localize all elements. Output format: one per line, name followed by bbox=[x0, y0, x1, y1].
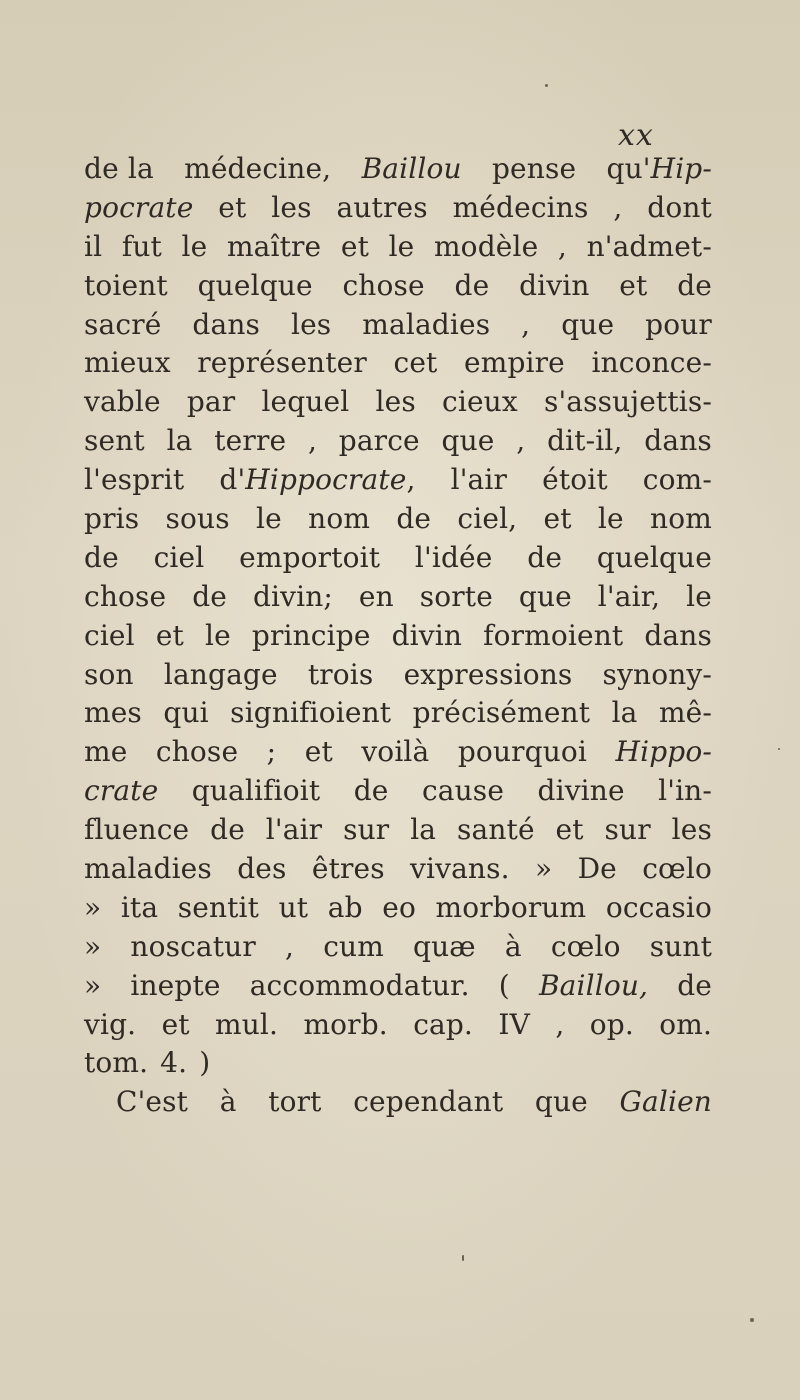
word: de bbox=[396, 502, 432, 536]
text-line bbox=[84, 500, 712, 539]
text-line bbox=[84, 656, 712, 695]
word: pense bbox=[491, 152, 577, 185]
word: emportoit bbox=[239, 540, 381, 574]
word: formoient bbox=[483, 618, 624, 652]
word: ciel bbox=[84, 618, 135, 652]
word: morborum bbox=[435, 890, 587, 924]
word: divin bbox=[519, 268, 590, 302]
word: êtres bbox=[311, 852, 385, 886]
word: l'in- bbox=[658, 774, 712, 808]
word: dans bbox=[644, 424, 712, 458]
text-line bbox=[84, 617, 712, 656]
word: et bbox=[543, 502, 572, 536]
text-line bbox=[84, 1044, 712, 1083]
word: divine bbox=[537, 774, 625, 808]
word: et bbox=[304, 735, 333, 769]
word: autres bbox=[336, 190, 428, 224]
word: santé bbox=[457, 813, 535, 847]
word: le bbox=[256, 502, 282, 536]
word: qualifioit bbox=[191, 774, 321, 808]
word: , bbox=[555, 1007, 565, 1041]
word: ab bbox=[327, 890, 363, 924]
word: terre bbox=[214, 424, 287, 458]
word: et bbox=[155, 618, 184, 652]
word: ut bbox=[278, 890, 309, 924]
paper-speck bbox=[750, 1318, 754, 1322]
text-line bbox=[84, 461, 712, 500]
word: dit-il, bbox=[547, 424, 623, 458]
word: inconce- bbox=[591, 346, 712, 380]
word: ) bbox=[199, 1046, 211, 1080]
word: morb. bbox=[303, 1007, 388, 1041]
word: et bbox=[218, 190, 247, 224]
word: son bbox=[84, 657, 134, 691]
word: l'air, bbox=[597, 579, 661, 613]
word: sentit bbox=[177, 890, 260, 924]
text-line bbox=[84, 150, 712, 189]
word: de bbox=[84, 540, 119, 574]
word: le bbox=[597, 502, 624, 536]
word: divin bbox=[391, 618, 463, 652]
word: , bbox=[613, 190, 623, 224]
word: de bbox=[353, 774, 389, 808]
word: mê- bbox=[658, 696, 712, 730]
word: les bbox=[671, 813, 712, 847]
word: langage bbox=[163, 657, 278, 691]
paper-speck bbox=[462, 1255, 464, 1261]
word: trois bbox=[307, 657, 374, 691]
word: nom bbox=[650, 502, 712, 536]
word: de bbox=[527, 540, 563, 574]
word: l'air bbox=[450, 463, 508, 497]
word: maladies bbox=[362, 307, 491, 341]
text-line bbox=[84, 694, 712, 733]
word: cause bbox=[421, 774, 505, 808]
paper-speck bbox=[545, 84, 548, 87]
text-line bbox=[84, 344, 712, 383]
word: sous bbox=[165, 502, 230, 536]
word: à bbox=[504, 929, 522, 963]
word: la bbox=[166, 424, 193, 458]
word: » bbox=[84, 968, 102, 1002]
word: Baillou, bbox=[538, 968, 649, 1002]
word: mes bbox=[84, 696, 142, 730]
word: divin; bbox=[252, 579, 333, 613]
word: à bbox=[219, 1085, 237, 1119]
word: sorte bbox=[419, 579, 493, 613]
word: mieux bbox=[84, 346, 171, 380]
word: , bbox=[521, 307, 531, 341]
word: pris bbox=[84, 502, 140, 536]
text-line bbox=[84, 383, 712, 422]
word: n'admet- bbox=[586, 229, 712, 263]
word: accommodatur. bbox=[249, 968, 470, 1002]
text-line bbox=[84, 928, 712, 967]
word: ciel, bbox=[457, 502, 518, 536]
text-line bbox=[84, 189, 712, 228]
word: quelque bbox=[197, 268, 313, 302]
word: principe bbox=[251, 618, 371, 652]
word: , bbox=[557, 229, 567, 263]
word: , bbox=[285, 929, 295, 963]
text-line bbox=[84, 306, 712, 345]
word: de bbox=[210, 813, 245, 847]
word: tom. bbox=[84, 1046, 149, 1080]
word: empire bbox=[464, 346, 565, 380]
word: vable bbox=[84, 385, 161, 419]
word: me bbox=[84, 735, 128, 769]
word: et bbox=[161, 1007, 190, 1041]
word: mul. bbox=[215, 1007, 279, 1041]
word: lequel bbox=[261, 385, 350, 419]
word: eo bbox=[382, 890, 416, 924]
word: inepte bbox=[130, 968, 221, 1002]
text-line bbox=[84, 850, 712, 889]
text-line bbox=[84, 1083, 712, 1122]
word: dans bbox=[192, 307, 261, 341]
word: médecine, bbox=[184, 152, 332, 185]
word: les bbox=[271, 190, 312, 224]
word: modèle bbox=[433, 229, 539, 263]
text-line bbox=[84, 578, 712, 617]
word: le bbox=[181, 229, 208, 263]
word: signifioient bbox=[230, 696, 392, 730]
word: dans bbox=[644, 618, 712, 652]
word: pourquoi bbox=[457, 735, 588, 769]
word: cap. bbox=[413, 1007, 473, 1041]
text-line bbox=[84, 267, 712, 306]
word: IV bbox=[498, 1007, 530, 1041]
word: maladies bbox=[84, 852, 212, 886]
word: » bbox=[534, 852, 553, 886]
word: vig. bbox=[84, 1007, 137, 1041]
word: la bbox=[410, 813, 437, 847]
word: de bbox=[677, 968, 712, 1002]
word: l'idée bbox=[414, 540, 493, 574]
word: crate bbox=[84, 774, 159, 808]
word: fut bbox=[121, 229, 162, 263]
word: sunt bbox=[649, 929, 712, 963]
word: , bbox=[516, 424, 526, 458]
word: 4. bbox=[160, 1046, 188, 1080]
word: toient bbox=[84, 268, 168, 302]
word: sur bbox=[343, 813, 390, 847]
word: op. bbox=[589, 1007, 634, 1041]
word: de bbox=[677, 268, 712, 302]
word: le bbox=[205, 618, 231, 652]
word: que bbox=[441, 424, 495, 458]
word: précisément bbox=[412, 696, 591, 730]
word: occasio bbox=[605, 890, 712, 924]
word: nom bbox=[308, 502, 371, 536]
word: et bbox=[555, 813, 584, 847]
word: médecins bbox=[452, 190, 589, 224]
page-number: xx bbox=[618, 118, 654, 153]
word: et bbox=[340, 229, 369, 263]
text-line bbox=[84, 733, 712, 772]
word: Hippo- bbox=[615, 735, 712, 769]
word: pocrate bbox=[84, 190, 194, 224]
word: dont bbox=[647, 190, 712, 224]
word: cet bbox=[393, 346, 438, 380]
word: om. bbox=[659, 1007, 712, 1041]
word: par bbox=[186, 385, 236, 419]
word: sur bbox=[604, 813, 651, 847]
word: de la bbox=[84, 152, 154, 185]
word: d'Hippocrate, bbox=[219, 463, 416, 497]
word: qu'Hip- bbox=[606, 152, 712, 185]
word: les bbox=[290, 307, 332, 341]
word: noscatur bbox=[130, 929, 256, 963]
word: l'air bbox=[265, 813, 323, 847]
word: chose bbox=[155, 735, 239, 769]
word: parce bbox=[338, 424, 420, 458]
word: vivans. bbox=[410, 852, 510, 886]
word: » bbox=[84, 890, 102, 924]
word: maître bbox=[226, 229, 322, 263]
paper-speck bbox=[778, 748, 780, 750]
word: , bbox=[307, 424, 318, 458]
word: que bbox=[534, 1085, 588, 1119]
word: en bbox=[358, 579, 394, 613]
text-line bbox=[84, 1006, 712, 1045]
word: tort bbox=[268, 1085, 322, 1119]
text-line bbox=[84, 967, 712, 1006]
word: cieux bbox=[442, 385, 518, 419]
word: Baillou bbox=[361, 152, 462, 185]
word: voilà bbox=[361, 735, 430, 769]
word: étoit bbox=[542, 463, 608, 497]
word: ( bbox=[498, 968, 510, 1002]
word: des bbox=[237, 852, 287, 886]
text-line bbox=[84, 889, 712, 928]
word: expressions bbox=[403, 657, 573, 691]
text-line bbox=[84, 422, 712, 461]
word: de bbox=[454, 268, 490, 302]
word: de bbox=[192, 579, 227, 613]
word: ; bbox=[266, 735, 277, 769]
word: que bbox=[518, 579, 572, 613]
word: cœlo bbox=[550, 929, 621, 963]
word: l'esprit bbox=[84, 463, 185, 497]
word: que bbox=[561, 307, 615, 341]
word: s'assujettis- bbox=[543, 385, 712, 419]
text-line bbox=[84, 772, 712, 811]
word: » bbox=[84, 929, 102, 963]
word: il bbox=[84, 229, 103, 263]
text-line bbox=[84, 811, 712, 850]
text-line bbox=[84, 228, 712, 267]
word: sacré bbox=[84, 307, 162, 341]
word: le bbox=[686, 579, 712, 613]
word: quelque bbox=[596, 540, 712, 574]
word: synony- bbox=[602, 657, 712, 691]
word: cœlo bbox=[642, 852, 712, 886]
word: ita bbox=[120, 890, 159, 924]
word: pour bbox=[645, 307, 712, 341]
word: qui bbox=[163, 696, 209, 730]
word: Galien bbox=[619, 1085, 712, 1119]
word: C'est bbox=[116, 1085, 189, 1119]
word: le bbox=[388, 229, 415, 263]
word: cum bbox=[323, 929, 384, 963]
word: ciel bbox=[153, 540, 205, 574]
body-text bbox=[84, 150, 712, 1122]
word: sent bbox=[84, 424, 145, 458]
word: quæ bbox=[413, 929, 476, 963]
text-line bbox=[84, 539, 712, 578]
word: la bbox=[611, 696, 638, 730]
word: De bbox=[577, 852, 617, 886]
word: représenter bbox=[197, 346, 367, 380]
word: fluence bbox=[84, 813, 190, 847]
word: chose bbox=[84, 579, 167, 613]
word: chose bbox=[342, 268, 425, 302]
word: cependant bbox=[353, 1085, 504, 1119]
word: les bbox=[375, 385, 416, 419]
word: com- bbox=[642, 463, 712, 497]
word: et bbox=[619, 268, 648, 302]
